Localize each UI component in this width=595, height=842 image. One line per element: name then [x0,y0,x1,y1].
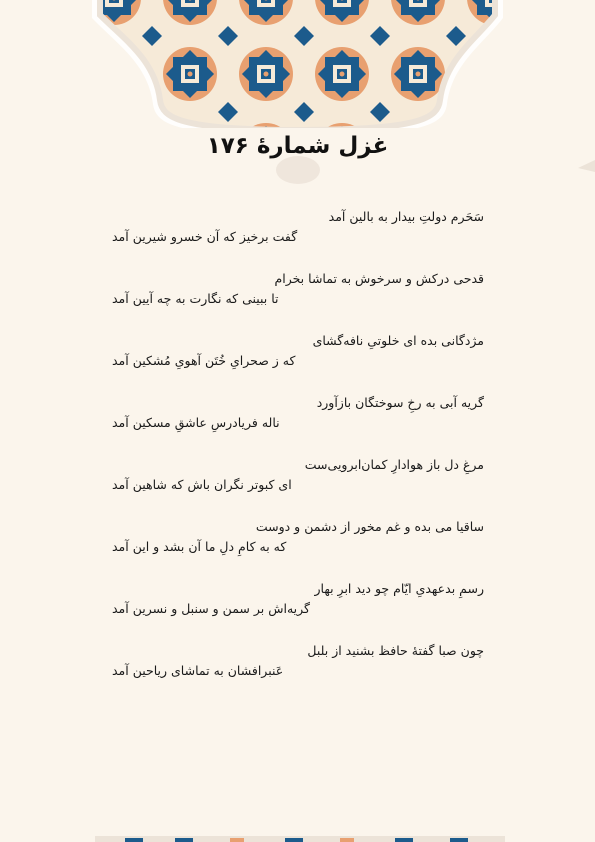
verse-line-first: قدحی درکش و سرخوش به تماشا بخرام [274,271,484,286]
verse-line-second: ناله فریادرسِ عاشقِ مسکین آمد [112,415,280,430]
verse-line-second: ای کبوتر نگران باش که شاهین آمد [112,477,292,492]
couplet [112,208,484,270]
couplet [112,642,484,704]
page-title: غزل شمارهٔ ۱۷۶ [206,133,389,159]
couplet [112,518,484,580]
verse-line-first: رسمِ بدعهدیِ ایّام چو دید ابرِ بهار [314,581,484,596]
verse-line-second: گریه‌اش بر سمن و سنبل و نسرین آمد [112,601,310,616]
verse-line-first: مرغِ دل باز هوادارِ کمان‌ابرویی‌ست [304,457,484,472]
verse-line-first: مژدگانی بده ای خلوتیِ نافه‌گشای [312,333,484,348]
couplet [112,456,484,518]
verse-line-first: گریه آبی به رخِ سوختگان بازآورد [316,395,484,410]
verse-line-second: تا ببینی که نگارت به چه آیین آمد [112,291,279,306]
couplet [112,394,484,456]
verse-line-first: چون صبا گفتهٔ حافظ بشنید از بلبل [307,643,484,658]
couplet [112,270,484,332]
header-tile-ornament [0,0,595,200]
couplet [112,332,484,394]
verse-line-second: عَنبرافشان به تماشای ریاحین آمد [112,663,284,678]
verse-line-second: که به کامِ دلِ ما آن بشد و این آمد [112,539,287,554]
footer-tile-ornament [0,832,595,842]
verse-line-second: که ز صحرایِ خُتَن آهویِ مُشکین آمد [112,353,296,368]
verse-line-first: ساقیا می بده و غم مخور از دشمن و دوست [255,519,484,534]
verse-line-second: گفت برخیز که آن خسرو شیرین آمد [112,229,298,244]
couplet [112,580,484,642]
poem-body [112,208,484,704]
verse-line-first: سَحَرم دولتِ بیدار به بالین آمد [328,209,484,224]
